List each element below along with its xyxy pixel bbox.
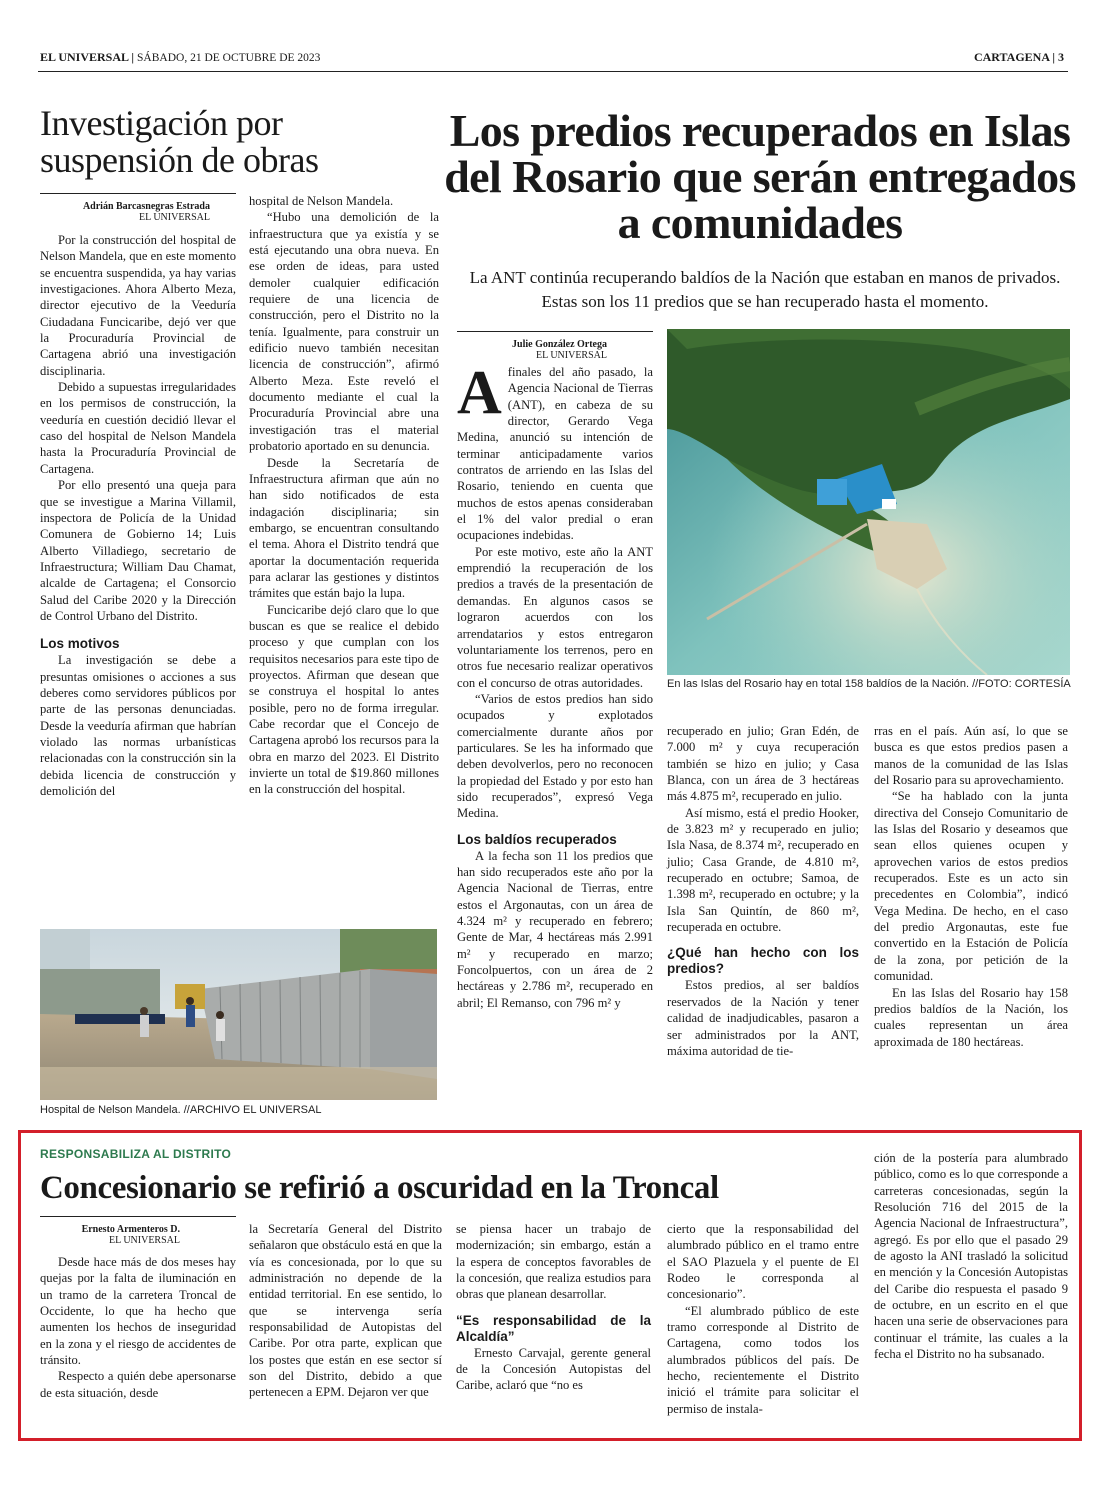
paragraph: Estos predios, al ser baldíos reservados de la Nación y tener calidad de inadjudicables, pasaron a ser administrados por la ANT, máxima autoridad de tie- <box>667 978 859 1058</box>
paragraph: la Secretaría General del Distrito señalaron que obstáculo está en que la vía es concesionada, por lo que su administración no depende de la entidad territorial. En ese sentido, lo que se intervenga sería responsabilidad de Autopistas del Caribe. Por otra parte, explican que los postes que están en ese sector sí son del Distrito, debido a que pertenecen a EPM. Dejaron ver que <box>249 1222 442 1400</box>
byline-rule <box>40 193 236 194</box>
paragraph: Por ello presentó una queja para que se investigue a Marina Villamil, inspectora de Policía de la Unidad Comunera de Gobierno 14; Luis Alberto Villadiego, secretario de Infraestructura; William Dau Chamat, alcalde de Cartagena; el Consorcio Salud del Caribe 2020 y la Dirección de Control Urbano del Distrito. <box>40 478 236 623</box>
page-number: 3 <box>1058 50 1064 64</box>
paragraph: ción de la postería para alumbrado público, como es lo que corresponde a carreteras concesionadas, según la Resolución 716 del 2015 de la Agencia Nacional de Infraestructura”, agregó. Es por ello que el pasado 29 de agosto la ANI trasladó la solicitud en mención y la Concesión Autopistas del Caribe dio respuesta el pasado 9 de octubre, en un escrito en el que hacen una serie de observaciones para continuar el trámite, las cuales a la fecha el Distrito no ha subsanado. <box>874 1151 1068 1362</box>
story2-subhead-recovered: Los baldíos recuperados <box>457 831 617 847</box>
author-outlet: EL UNIVERSAL <box>138 212 210 223</box>
byline-rule <box>40 1216 236 1217</box>
paragraph: Ernesto Carvajal, gerente general de la Concesión Autopistas del Caribe, aclaró que “no es <box>456 1345 651 1393</box>
top-rule <box>38 71 1068 72</box>
paragraph: “El alumbrado público de este tramo corresponde al Distrito de Cartagena, como todos los alumbrados públicos del país. De hecho, recientemente el Distrito inició el trámite para solicitar el permiso de instala- <box>667 1303 859 1416</box>
islands-photo <box>667 329 1070 675</box>
drop-cap: A <box>457 359 502 427</box>
author-name: Julie González Ortega <box>512 339 607 350</box>
paragraph: Así mismo, está el predio Hooker, de 3.823 m² y recuperado en julio; Isla Nasa, de 8.374 m², recuperado en julio; Casa Grande, de 4.810 m², recuperado en octubre; Samoa, de 1.398 m², recuperado en octubre; y la Isla San Quintín, de 860 m², recuperada en octubre. <box>667 805 859 935</box>
story3-byline <box>40 1224 180 1246</box>
paragraph: rras en el país. Aún así, lo que se busca es que estos predios pasen a manos de la comunidad de las Islas del Rosario para su aprovechamiento. <box>874 724 1068 788</box>
paragraph: Desde la Secretaría de Infraestructura afirman que aún no han sido notificados de esta indagación disciplinaria; sin embargo, se encuentran consultando el tema. Ahora el Distrito tendrá que aportar la documentación requerida para aclarar las gestiones y distintos trámites que están bajo la lupa. <box>249 455 439 601</box>
paragraph: cierto que la responsabilidad del alumbrado público en el tramo entre el SAO Plazuela y el puente de El Rodeo le corresponda al concesionario”. <box>667 1222 859 1302</box>
story2-byline <box>457 339 607 361</box>
paragraph: finales del año pasado, la Agencia Nacional de Tierras (ANT), en cabeza de su director, Gerardo Vega Medina, anunció su intención de terminar anticipadamente varios contratos de arriendo en las Islas del Rosario, teniendo en cuenta que muchos de estos apenas consideraban el 1% del valor predial o eran ocupaciones indebidas. <box>457 365 653 543</box>
paragraph: La investigación se debe a presuntas omisiones o acciones a sus deberes como servidores públicos por parte de las personas denunciadas. Desde la veeduría afirman que habrían violado las normas urbanísticas relacionadas con la construcción sin la debida licencia de construcción y demolición del <box>40 653 236 798</box>
issue-date: SÁBADO, 21 DE OCTUBRE DE 2023 <box>137 52 321 64</box>
paragraph: En las Islas del Rosario hay 158 predios baldíos de la Nación, los cuales representan un área aproximada de 180 hectáreas. <box>874 985 1068 1049</box>
paragraph: Desde hace más de dos meses hay quejas por la falta de iluminación en un tramo de la carretera Troncal de Occidente, lo que ha hecho que aumenten los hechos de inseguridad en la zona y el riesgo de accidentes de tránsito. <box>40 1255 236 1368</box>
story1-subhead: Los motivos <box>40 636 120 652</box>
paragraph: se piensa hacer un trabajo de modernización; sin embargo, están a la espera de conceptos favorables de la concesión, que realiza estudios para obras que planean desarrollar. <box>456 1222 651 1302</box>
islands-photo-caption <box>667 677 1072 692</box>
author-outlet: EL UNIVERSAL <box>108 1235 180 1246</box>
story3-column-1 <box>40 1254 236 1401</box>
story1-headline: Investigación por suspensión de obras <box>40 103 319 180</box>
story3-kicker: RESPONSABILIZA AL DISTRITO <box>40 1147 232 1161</box>
hospital-photo <box>40 929 437 1100</box>
story2-dek: La ANT continúa recuperando baldíos de la Nación que estaban en manos de privados. Estas son los 11 predios que se han recuperado hasta el momento. <box>469 268 1061 311</box>
paragraph: “Hubo una demolición de la infraestructura que ya existía y se está ejecutando una obra nueva. En ese orden de ideas, para usted demoler cualquier edificación requiere de una licencia de construcción, pero el Distrito no la tenía. Igualmente, para construir un edificio nuevo también necesitan licencia de construcción”, afirmó Alberto Meza. Este reveló el documento mediante el cual la Procuraduría Provincial abre una investigación tras el material probatorio aportado en su denuncia. <box>249 210 439 454</box>
paragraph: A la fecha son 11 los predios que han sido recuperados este año por la Agencia Nacional de Tierras, entre estos el Argonautas, con un área de 4.324 m² y recuperado en febrero; Gente de Mar, 4 hectáreas más 2.991 m² y recuperado en marzo; Foncolpuertos, con un área de 2 hectáreas y 2.786 m², recuperado en abril; El Remanso, con 796 m² y <box>457 848 653 1010</box>
paragraph: “Varios de estos predios han sido ocupados y explotados comercialmente durante años por particulares. Se les ha informado que deben devolverlos, pero no reconocen la propiedad del Estado y por esto han sido recuperados”, expresó Vega Medina. <box>457 691 653 821</box>
paragraph: Por este motivo, este año la ANT emprendió la recuperación de los predios a través de la presentación de demandas. En algunos casos se lograron acuerdos con los arrendatarios y estos entregaron voluntariamente los terrenos, pero en otros fue necesario realizar operativos con el concurso de otras autoridades. <box>457 544 653 690</box>
paragraph: Debido a supuestas irregularidades en los permisos de construcción, la veeduría en cuestión decidió llevar el caso del hospital de Nelson Mandela hasta la Procuraduría Provincial de Cartagena. <box>40 380 236 476</box>
story2-column-2 <box>667 723 859 1059</box>
author-name: Adrián Barcasnegras Estrada <box>82 201 210 212</box>
caption-text: Hospital de Nelson Mandela. // <box>40 1104 190 1116</box>
hospital-photo-caption <box>40 1103 437 1118</box>
caption-text: En las Islas del Rosario hay en total 158 baldíos de la Nación. // <box>667 678 979 690</box>
paragraph: Respecto a quién debe apersonarse de esta situación, desde <box>40 1369 236 1400</box>
story2-column-1 <box>457 359 653 1011</box>
paragraph: Por la construcción del hospital de Nelson Mandela, que en este momento se encuentra suspendida, ya hay varias investigaciones. Ahora Alberto Meza, director ejecutivo de la Veeduría Ciudadana Funcicaribe, dejó ver que la Procuraduría Provincial de Cartagena abrió una investigación disciplinaria. <box>40 233 236 378</box>
author-outlet: EL UNIVERSAL <box>535 350 607 361</box>
photo-credit: ARCHIVO EL UNIVERSAL <box>189 1104 322 1116</box>
story3-subhead: “Es responsabilidad de la Alcaldía” <box>456 1312 651 1344</box>
paragraph: recuperado en julio; Gran Edén, de 7.000 m² y cuya recuperación también se hizo en julio; y Casa Blanca, con un área de 3 hectáreas más 4.875 m², recuperado en julio. <box>667 724 859 804</box>
story1-column-1 <box>40 232 236 799</box>
story3-column-2 <box>249 1221 442 1401</box>
story3-column-3 <box>456 1221 651 1394</box>
story3-column-4 <box>667 1221 859 1417</box>
story3-headline: Concesionario se refirió a oscuridad en la Troncal <box>40 1170 719 1206</box>
byline-rule <box>457 331 653 332</box>
story2-headline: Los predios recuperados en Islas del Rosario que serán entregados a comunidades <box>444 105 1076 248</box>
newspaper-name: EL UNIVERSAL <box>40 50 129 64</box>
paragraph: Funcicaribe dejó claro que lo que buscan es que se realice el debido proceso y que cumplan con los requisitos necesarios para este tipo de proyectos. Afirman que desean que se construya el hospital lo antes posible, pero no de forma irregular. Cabe recordar que el Concejo de Cartagena aprobó los recursos para la obra en marzo del 2023. El Distrito invierte un total de $19.860 millones en la construcción del hospital. <box>249 602 439 797</box>
folio-left: EL UNIVERSAL | SÁBADO, 21 DE OCTUBRE DE 2023 <box>40 50 321 64</box>
story2-column-3 <box>874 723 1068 1050</box>
story1-byline <box>40 201 210 223</box>
author-name: Ernesto Armenteros D. <box>81 1224 180 1235</box>
story2-subhead-what: ¿Qué han hecho con los predios? <box>667 945 859 977</box>
paragraph: hospital de Nelson Mandela. <box>249 194 394 208</box>
paragraph: “Se ha hablado con la junta directiva del Consejo Comunitario de las Islas del Rosario y deseamos que sean ellos quienes ocupen y aprovechen varios de estos predios recuperados. Este es un acto sin precedentes en Colombia”, indicó Vega Medina. De hecho, en el caso del predio Argonautas, este fue convertido en la Estación de Policía de la zona, por petición de la comunidad. <box>874 789 1068 984</box>
section-name: CARTAGENA <box>973 50 1050 64</box>
photo-credit: FOTO: CORTESÍA <box>978 678 1071 690</box>
folio-right: CARTAGENA | 3 <box>973 50 1064 64</box>
story3-column-5 <box>874 1150 1068 1362</box>
story1-column-2 <box>249 193 439 798</box>
